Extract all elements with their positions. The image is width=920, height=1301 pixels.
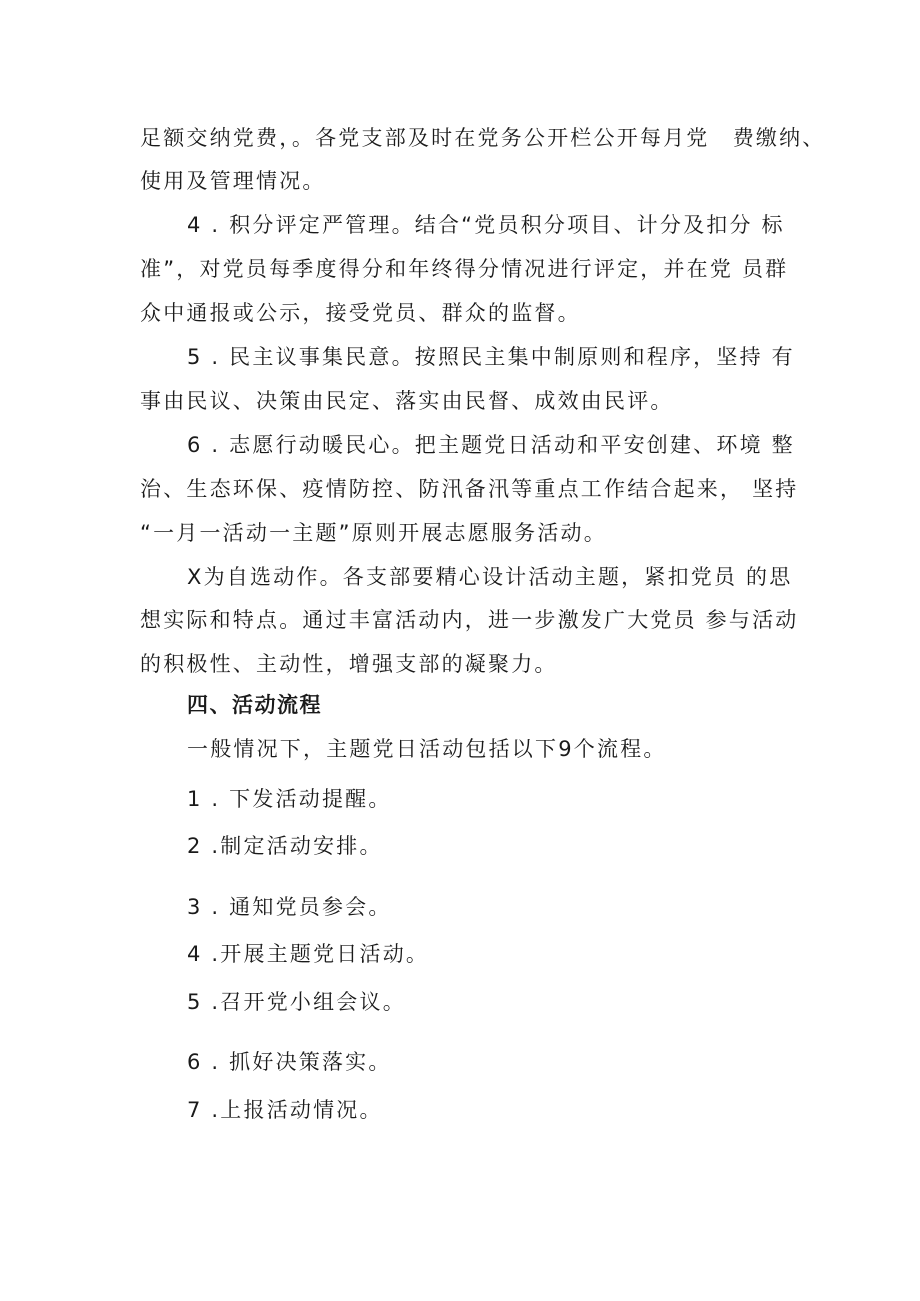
list-item: 4 .开展主题党日活动。 bbox=[187, 942, 430, 966]
list-item: 7 .上报活动情况。 bbox=[187, 1098, 383, 1122]
paragraph-line: 足额交纳党费，。各党支部及时在党务公开栏公开每月党 费缴纳、 bbox=[140, 126, 826, 150]
paragraph-line: 众中通报或公示，接受党员、群众的监督。 bbox=[140, 301, 581, 325]
paragraph-line: 的积极性、主动性，增强支部的凝聚力。 bbox=[140, 652, 558, 676]
paragraph-line: 治、生态环保、疫情防控、防汛备汛等重点工作结合起来， 坚持 bbox=[140, 477, 799, 501]
paragraph-line: 5 . 民主议事集民意。按照民主集中制原则和程序，坚持 有 bbox=[187, 345, 795, 369]
paragraph-line: X为自选动作。各支部要精心设计活动主题，紧扣党员 的思 bbox=[187, 565, 793, 589]
paragraph-line: 4 . 积分评定严管理。结合“党员积分项目、计分及扣分 标 bbox=[187, 213, 785, 237]
list-item: 2 .制定活动安排。 bbox=[187, 834, 383, 858]
paragraph-line: 事由民议、决策由民定、落实由民督、成效由民评。 bbox=[140, 389, 674, 413]
list-item: 5 .召开党小组会议。 bbox=[187, 990, 406, 1014]
paragraph-line: 一般情况下，主题党日活动包括以下9个流程。 bbox=[187, 737, 667, 761]
list-item: 6 . 抓好决策落实。 bbox=[187, 1050, 392, 1074]
list-item: 3 . 通知党员参会。 bbox=[187, 895, 392, 919]
paragraph-line: 使用及管理情况。 bbox=[140, 169, 326, 193]
list-item: 1 . 下发活动提醒。 bbox=[187, 787, 392, 811]
paragraph-line: “一月一活动一主题”原则开展志愿服务活动。 bbox=[140, 521, 607, 545]
paragraph-line: 6 . 志愿行动暖民心。把主题党日活动和平安创建、环境 整 bbox=[187, 433, 795, 457]
paragraph-line: 准”，对党员每季度得分和年终得分情况进行评定，并在党 员群 bbox=[140, 257, 789, 281]
paragraph-line: 想实际和特点。通过丰富活动内，进一步激发广大党员 参与活动 bbox=[140, 608, 799, 632]
section-heading: 四、活动流程 bbox=[187, 693, 322, 717]
